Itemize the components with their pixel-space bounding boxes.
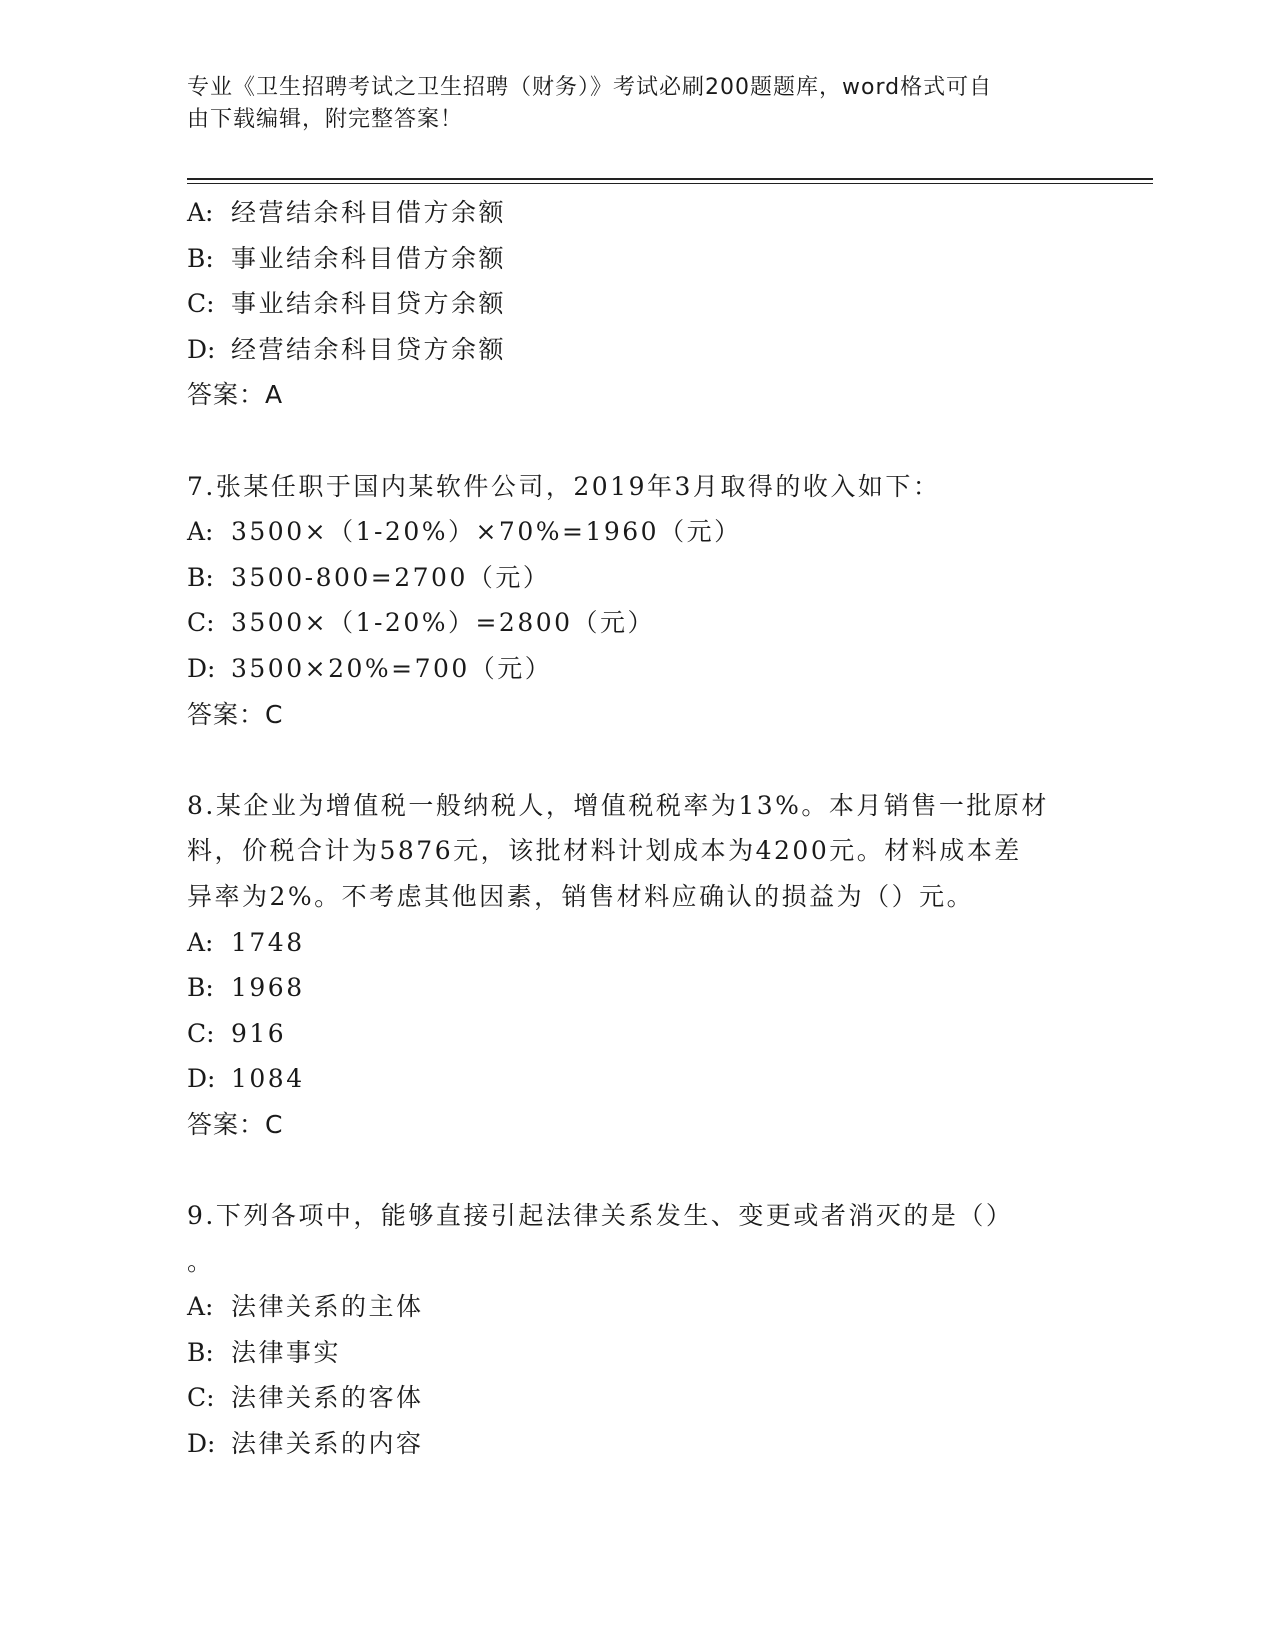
- option-letter: C:: [187, 289, 215, 319]
- option-letter: D:: [187, 653, 216, 683]
- option-text: 3500×（1-20%）=2800（元）: [231, 608, 656, 638]
- option-text: 经营结余科目借方余额: [231, 198, 507, 227]
- option-text: 1968: [231, 973, 305, 1003]
- option-b: [187, 236, 1087, 282]
- question-stem-line: 。: [187, 1246, 215, 1276]
- option-text: 法律关系的客体: [231, 1383, 424, 1413]
- header-line-1: 专业《卫生招聘考试之卫生招聘（财务）》考试必刷200题题库，word格式可自: [187, 75, 993, 100]
- question-stem-line: 异率为2%。不考虑其他因素，销售材料应确认的损益为（）元。: [187, 881, 975, 911]
- option-d: [187, 1421, 1087, 1467]
- option-text: 事业结余科目贷方余额: [231, 289, 507, 319]
- option-d: [187, 646, 1087, 692]
- question-9: [187, 1193, 1087, 1467]
- question-stem-line: 8.某企业为增值税一般纳税人，增值税税率为13%。本月销售一批原材: [187, 790, 1049, 820]
- question-7: [187, 464, 1087, 738]
- document-header: [187, 72, 1067, 136]
- option-b: [187, 965, 1087, 1011]
- option-b: [187, 555, 1087, 601]
- option-d: [187, 1056, 1087, 1102]
- option-letter: A:: [187, 927, 214, 957]
- option-text: 法律事实: [231, 1337, 342, 1367]
- option-text: 法律关系的主体: [231, 1292, 424, 1322]
- header-rule-thin: [187, 183, 1153, 184]
- option-letter: C:: [187, 1018, 215, 1048]
- question-stem: 7.张某任职于国内某软件公司，2019年3月取得的收入如下：: [187, 471, 941, 501]
- question-6: [187, 190, 1087, 418]
- question-stem-line: 料，价税合计为5876元，该批材料计划成本为4200元。材料成本差: [187, 836, 1022, 866]
- option-letter: A:: [187, 517, 214, 547]
- option-text: 916: [231, 1018, 287, 1048]
- header-line-2: 由下载编辑，附完整答案！: [187, 107, 464, 132]
- option-c: [187, 281, 1087, 327]
- option-text: 3500×20%=700（元）: [231, 653, 553, 683]
- option-letter: A:: [187, 1292, 214, 1322]
- option-text: 1748: [231, 927, 305, 957]
- option-text: 事业结余科目借方余额: [231, 243, 507, 273]
- option-c: [187, 1375, 1087, 1421]
- option-d: [187, 327, 1087, 373]
- option-text: 3500-800=2700（元）: [231, 562, 551, 592]
- answer-label: 答案：A: [187, 380, 284, 410]
- question-8: [187, 783, 1087, 1148]
- option-text: 法律关系的内容: [231, 1429, 424, 1459]
- option-letter: B:: [187, 243, 214, 273]
- option-letter: D:: [187, 1429, 216, 1459]
- option-c: [187, 1011, 1087, 1057]
- option-letter: B:: [187, 973, 214, 1003]
- option-letter: B:: [187, 562, 214, 592]
- option-a: [187, 509, 1087, 555]
- option-c: [187, 600, 1087, 646]
- option-text: 3500×（1-20%）×70%=1960（元）: [231, 517, 742, 547]
- header-rule-thick: [187, 178, 1153, 180]
- option-letter: B:: [187, 1337, 214, 1367]
- option-letter: C:: [187, 1383, 215, 1413]
- answer-label: 答案：C: [187, 1109, 284, 1139]
- option-letter: A:: [187, 198, 214, 227]
- option-b: [187, 1330, 1087, 1376]
- option-a: [187, 1284, 1087, 1330]
- option-letter: C:: [187, 608, 215, 638]
- option-letter: D:: [187, 334, 216, 364]
- option-a: [187, 920, 1087, 966]
- option-text: 经营结余科目贷方余额: [231, 334, 507, 364]
- option-a: [187, 190, 1087, 236]
- option-letter: D:: [187, 1064, 216, 1094]
- question-stem-line: 9.下列各项中，能够直接引起法律关系发生、变更或者消灭的是（）: [187, 1201, 1014, 1231]
- document-body: [187, 190, 1087, 1467]
- answer-label: 答案：C: [187, 699, 284, 729]
- option-text: 1084: [231, 1064, 305, 1094]
